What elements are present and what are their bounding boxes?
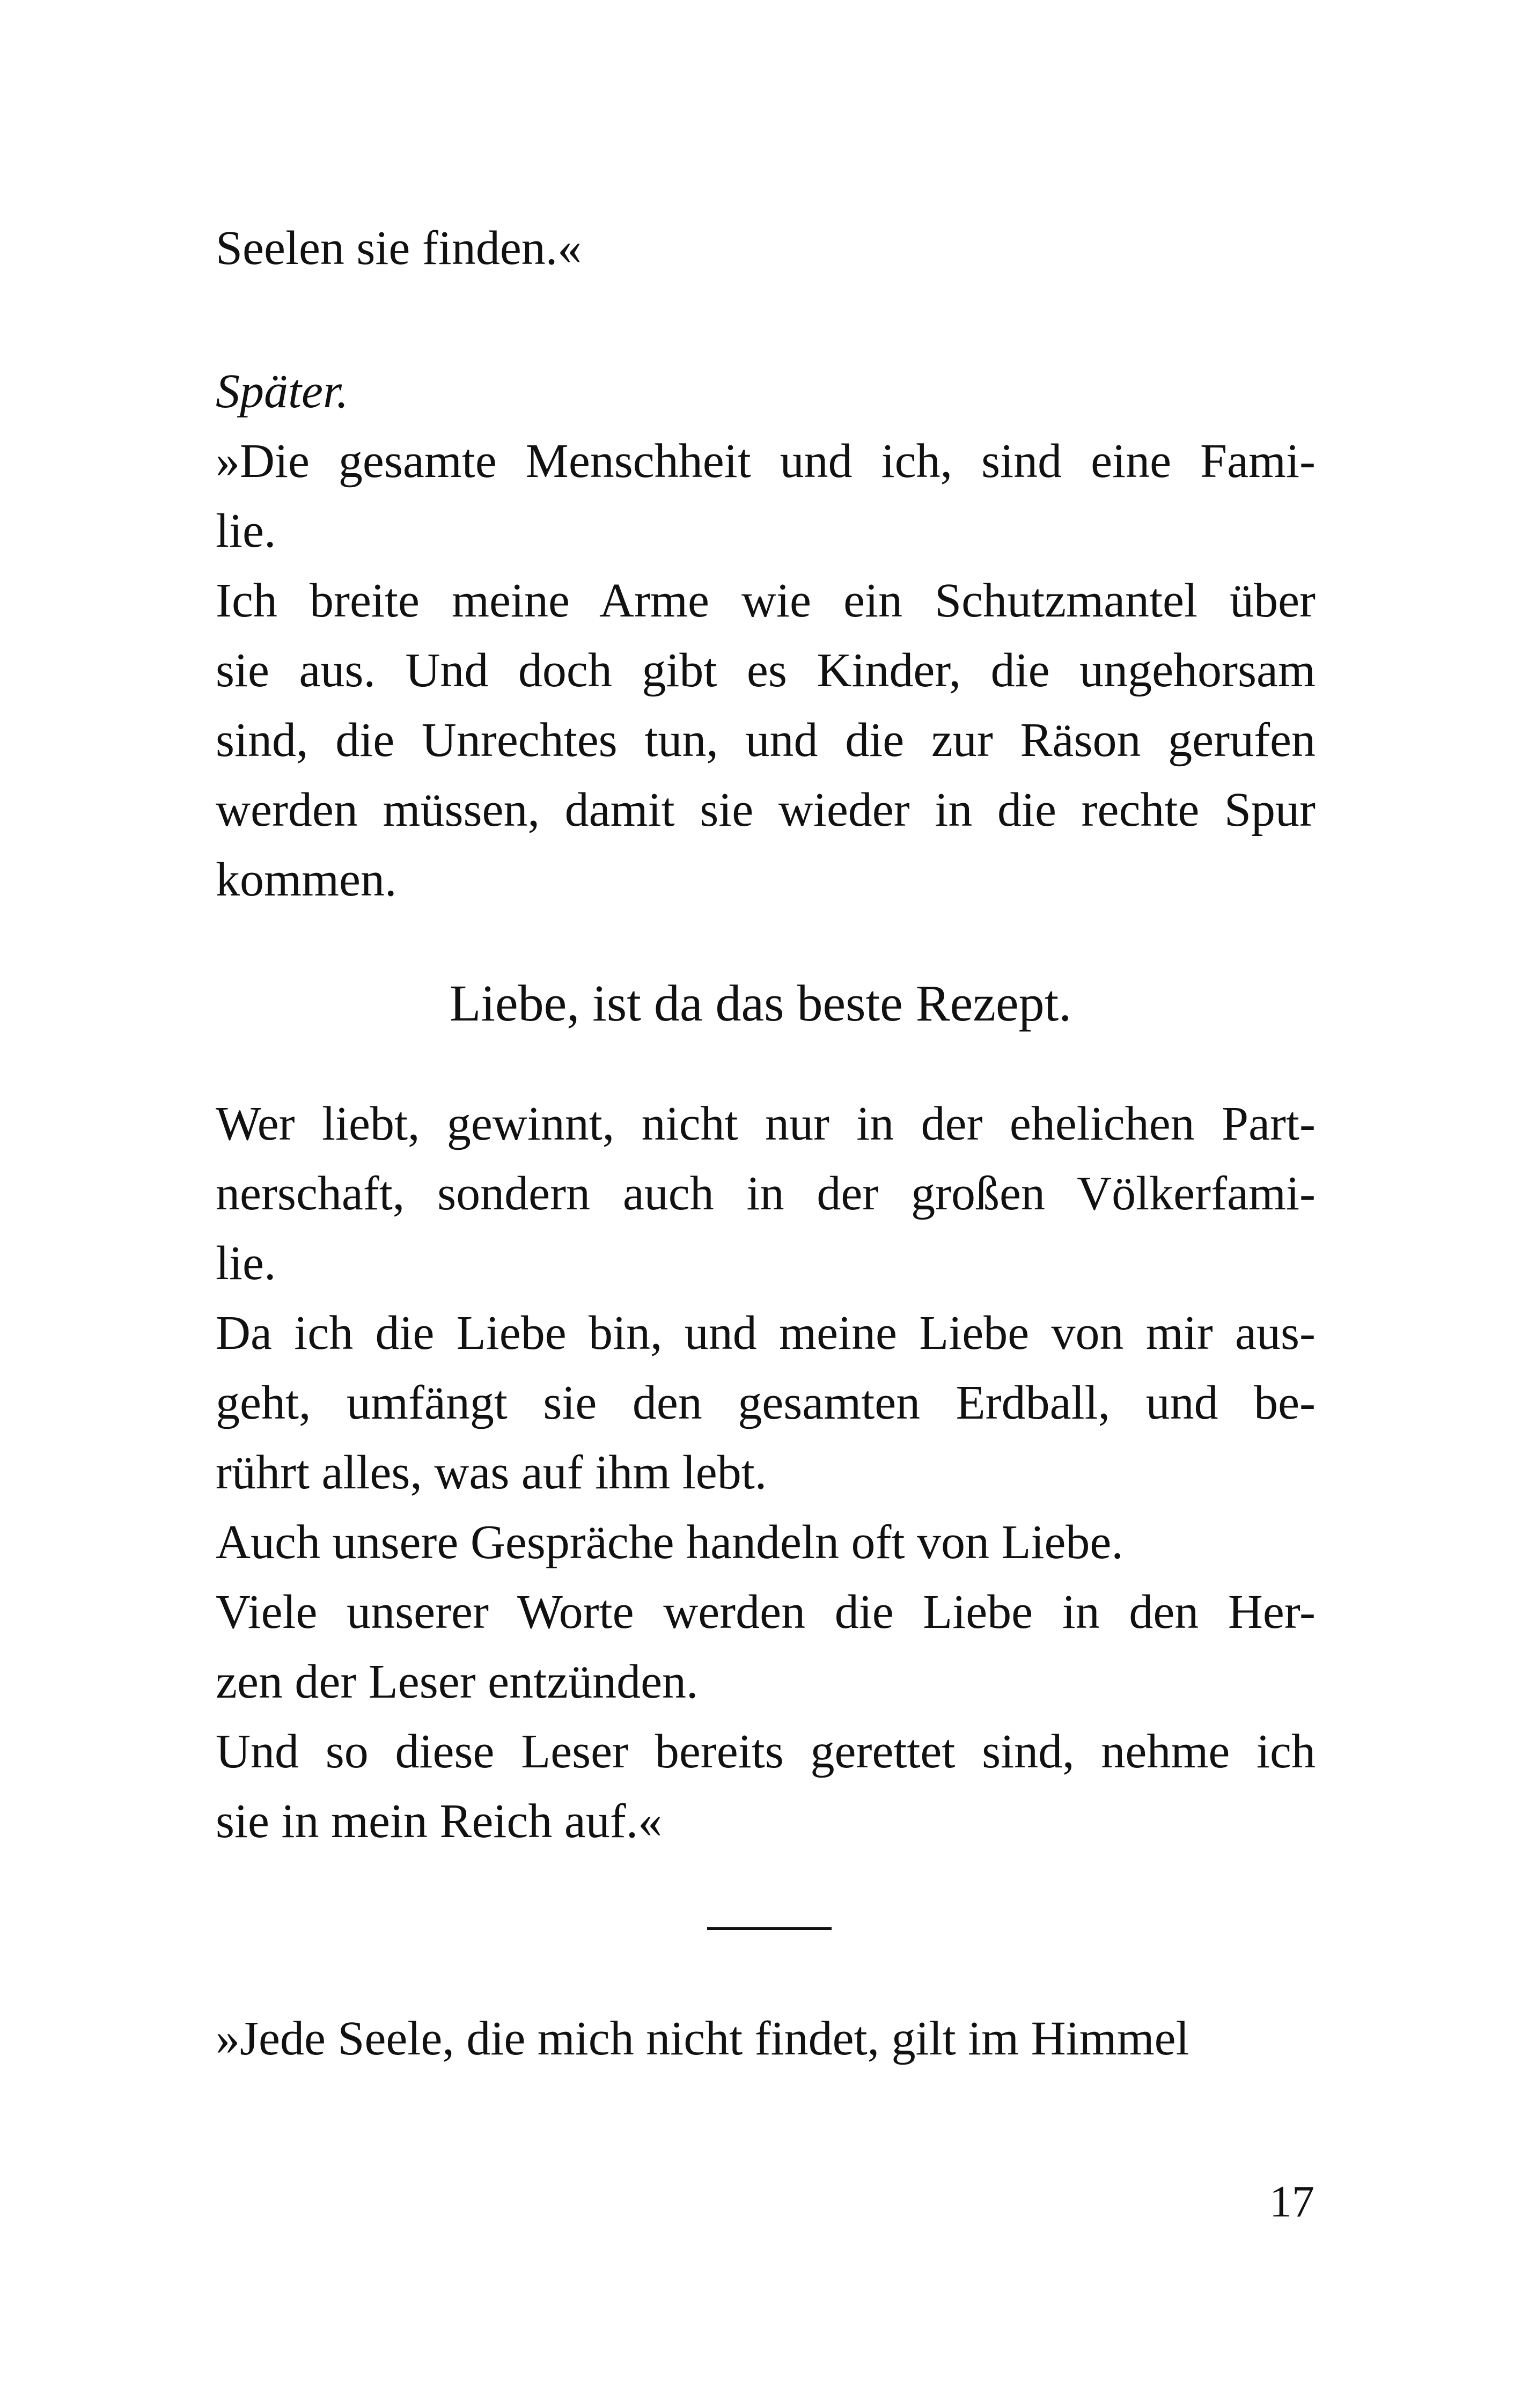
text-line: nerschaft, sondern auch in der großen Völkerfami-	[216, 1167, 1316, 1220]
text-line: Seelen sie finden.«	[216, 222, 582, 275]
text-line: Ich breite meine Arme wie ein Schutzmantel über	[216, 574, 1316, 627]
text-line: Wer liebt, gewinnt, nicht nur in der ehelichen Part-	[216, 1097, 1316, 1150]
text-line: Viele unserer Worte werden die Liebe in den Her-	[216, 1585, 1316, 1639]
text-line: Und so diese Leser bereits gerettet sind, nehme ich	[216, 1725, 1316, 1778]
text-line: »Jede Seele, die mich nicht findet, gilt im Himmel	[216, 2012, 1189, 2065]
section-marker: Später.	[216, 365, 349, 418]
section-divider	[707, 1927, 832, 1930]
text-line: »Die gesamte Menschheit und ich, sind eine Fami-	[216, 435, 1316, 488]
text-line: rührt alles, was auf ihm lebt.	[216, 1446, 767, 1499]
text-line: Auch unsere Gespräche handeln oft von Liebe.	[216, 1516, 1123, 1569]
page-number: 17	[1269, 2177, 1314, 2227]
centered-heading: Liebe, ist da das beste Rezept.	[449, 974, 1072, 1032]
text-line: geht, umfängt sie den gesamten Erdball, und be-	[216, 1376, 1316, 1429]
text-line: werden müssen, damit sie wieder in die rechte Spur	[216, 783, 1316, 836]
text-line: zen der Leser entzünden.	[216, 1655, 699, 1708]
text-line: sie aus. Und doch gibt es Kinder, die ungehorsam	[216, 644, 1316, 697]
text-line: Da ich die Liebe bin, und meine Liebe von mir aus-	[216, 1306, 1316, 1360]
text-line: sie in mein Reich auf.«	[216, 1795, 663, 1848]
text-line: sind, die Unrechtes tun, und die zur Räson gerufen	[216, 714, 1316, 767]
text-line: lie.	[216, 504, 276, 557]
text-line: kommen.	[216, 853, 397, 906]
text-line: lie.	[216, 1237, 276, 1290]
